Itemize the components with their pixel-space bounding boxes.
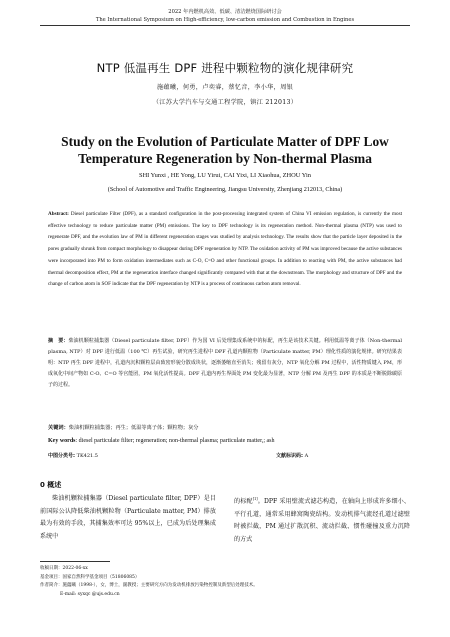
keywords-en (48, 438, 402, 444)
keywords-en-label: Key words (48, 438, 76, 444)
classification-row (48, 452, 402, 459)
authors-en: SHI Yunxi , HE Yong, LU Yirui, CAI Yixi, LI Xiaohua, ZHOU Yin (139, 172, 311, 179)
footnote-rule (40, 561, 110, 562)
section-heading: 0 概述 (40, 481, 62, 489)
footnote-author: 作者简介：施蕴曦（1998-），女，博士，副教授；主要研究方向为发动机排放污染物控制及新型后处理技术。 (40, 583, 258, 589)
abstract-cn (48, 336, 402, 391)
running-header-en: The International Symposium on High-efficiency, low-carbon emission and Combustion in Engines (95, 16, 355, 23)
running-header (40, 9, 410, 24)
clc-value: TK421.5 (75, 453, 98, 459)
title-cn: NTP 低温再生 DPF 进程中颗粒物的演化规律研究 (96, 61, 354, 75)
keywords-cn-text: 柴油机颗粒捕集器；再生；低温等离子体；颗粒物；灰分 (68, 425, 199, 431)
clc-label: 中图分类号: (48, 453, 76, 459)
abstract-cn-text: 柴油机颗粒捕集器（Diesel particulate filter, DPF）作为国 VI 后处理集成系统中的标配，再生是该技术关键。利用低温等离子体（Non-thermal plasma, NTP）对 DPF 进行低温（100 ℃）再生试验，研究再生进程中 DPF 孔道内颗粒物（Particulate matter, PM）理化性质的演化规律。研究结果表明：NTP 再生 DPF 进程中，孔道内沉积颗粒层由致密形貌分散成块状，逐渐萎缩直至消失；残留有灰分，NTP 氧化分解 PM 过程中，活性物质键入 PM，形成氧化中间产物如 C-O、C=O 等官能团，PM 氧化活性提高。DPF 孔道内再生界面处 PM 变化最为显著，NTP 分解 PM 及再生 DPF 的本质是不断脱除碳原子的过程。 (48, 338, 402, 388)
keywords-en-text: : diesel particulate filter; regeneration; non-thermal plasma; particulate matter,; ash (75, 438, 275, 444)
abstract-en-text: Diesel particulate Filter (DPF), as a standard configuration in the post-processing integrated system of China VI emission regulation, is currently the most effective technology to reduce particulate matter (PM) emissions. The key to DPF technology is its regeneration method. Non-thermal plasma (NTP) was used to regenerate DPF, and the evolution law of PM in different regeneration stages was studied by analysis technology. The results show that the particle layer deposited in the pores gradually shrunk from compact morphology to disappear during DPF regeneration by NTP. The oxidation activity of PM was improved because the active substances were incorporated into PM to form oxidation intermediates such as C-O, C=O and other functional groups. In addition to reacting with PM, the active substances had thermal decomposition effect, PM at the regeneration interface changed significantly compared with that at the downstream. The morphology and structure of DPF and the change of carbon atom in SOF indicate that the DPF regeneration by NTP is a process of continuous carbon atom removal. (48, 211, 402, 288)
title-en-line-1: Study on the Evolution of Particulate Matter of DPF Low (61, 134, 389, 149)
citation-1[interactable]: [1] (252, 497, 258, 501)
document-code (276, 452, 308, 459)
doc-code-value: A (303, 453, 309, 459)
keywords-cn (48, 424, 402, 431)
intro-right-pre: 的标配 (234, 498, 253, 506)
title-en (30, 133, 420, 167)
footnote-email[interactable]: E-mail: syxqc @ujs.edu.cn (60, 591, 120, 597)
affiliation-cn: （江苏大学汽车与交通工程学院，镇江 212013） (152, 99, 298, 106)
abstract-cn-label: 摘 要： (48, 338, 69, 344)
keywords-cn-label: 关键词： (48, 425, 69, 431)
abstract-en (48, 209, 402, 291)
footnotes (40, 565, 410, 599)
authors-cn: 施蕴曦，何勇，卢奕睿，蔡忆音，李小华，周银 (156, 84, 294, 91)
intro-right-post: 。DPF 采用壁流式滤芯构造，在轴向上形成许多细小、平行孔道，通常采用蜂窝陶瓷结构。发动机排气流经孔道过滤壁时被拦截，PM 通过扩散沉积、流动拦截、惯性碰撞及重力沉降的方式 (234, 498, 411, 543)
footnote-received: 收稿日期：2022-06-xx (40, 566, 88, 571)
abstract-en-label: Abstract: (48, 211, 69, 217)
header-rule (40, 25, 410, 26)
running-header-cn: 2022 年内燃机高效、低碳、清洁燃烧国际研讨会 (168, 9, 282, 15)
title-en-line-2: Temperature Regeneration by Non-thermal Plasma (78, 151, 372, 166)
doc-code-label: 文献标识码: (276, 453, 304, 459)
intro-column-right (234, 493, 410, 546)
footnote-fund: 基金项目：国家自然科学基金项目（51806085） (40, 574, 140, 580)
intro-column-left: 柴油机颗粒捕集器（Diesel particulate filter, DPF）是目前国际公认降低柴油机颗粒物（Particulate matter, PM）排放最为有效的手段，其捕集效率可达 95%以上，已成为后处理集成系统中 (40, 495, 216, 540)
affiliation-en: (School of Automotive and Traffic Engineering, Jiangsu University, Zhenjiang 212013, China) (107, 186, 343, 193)
